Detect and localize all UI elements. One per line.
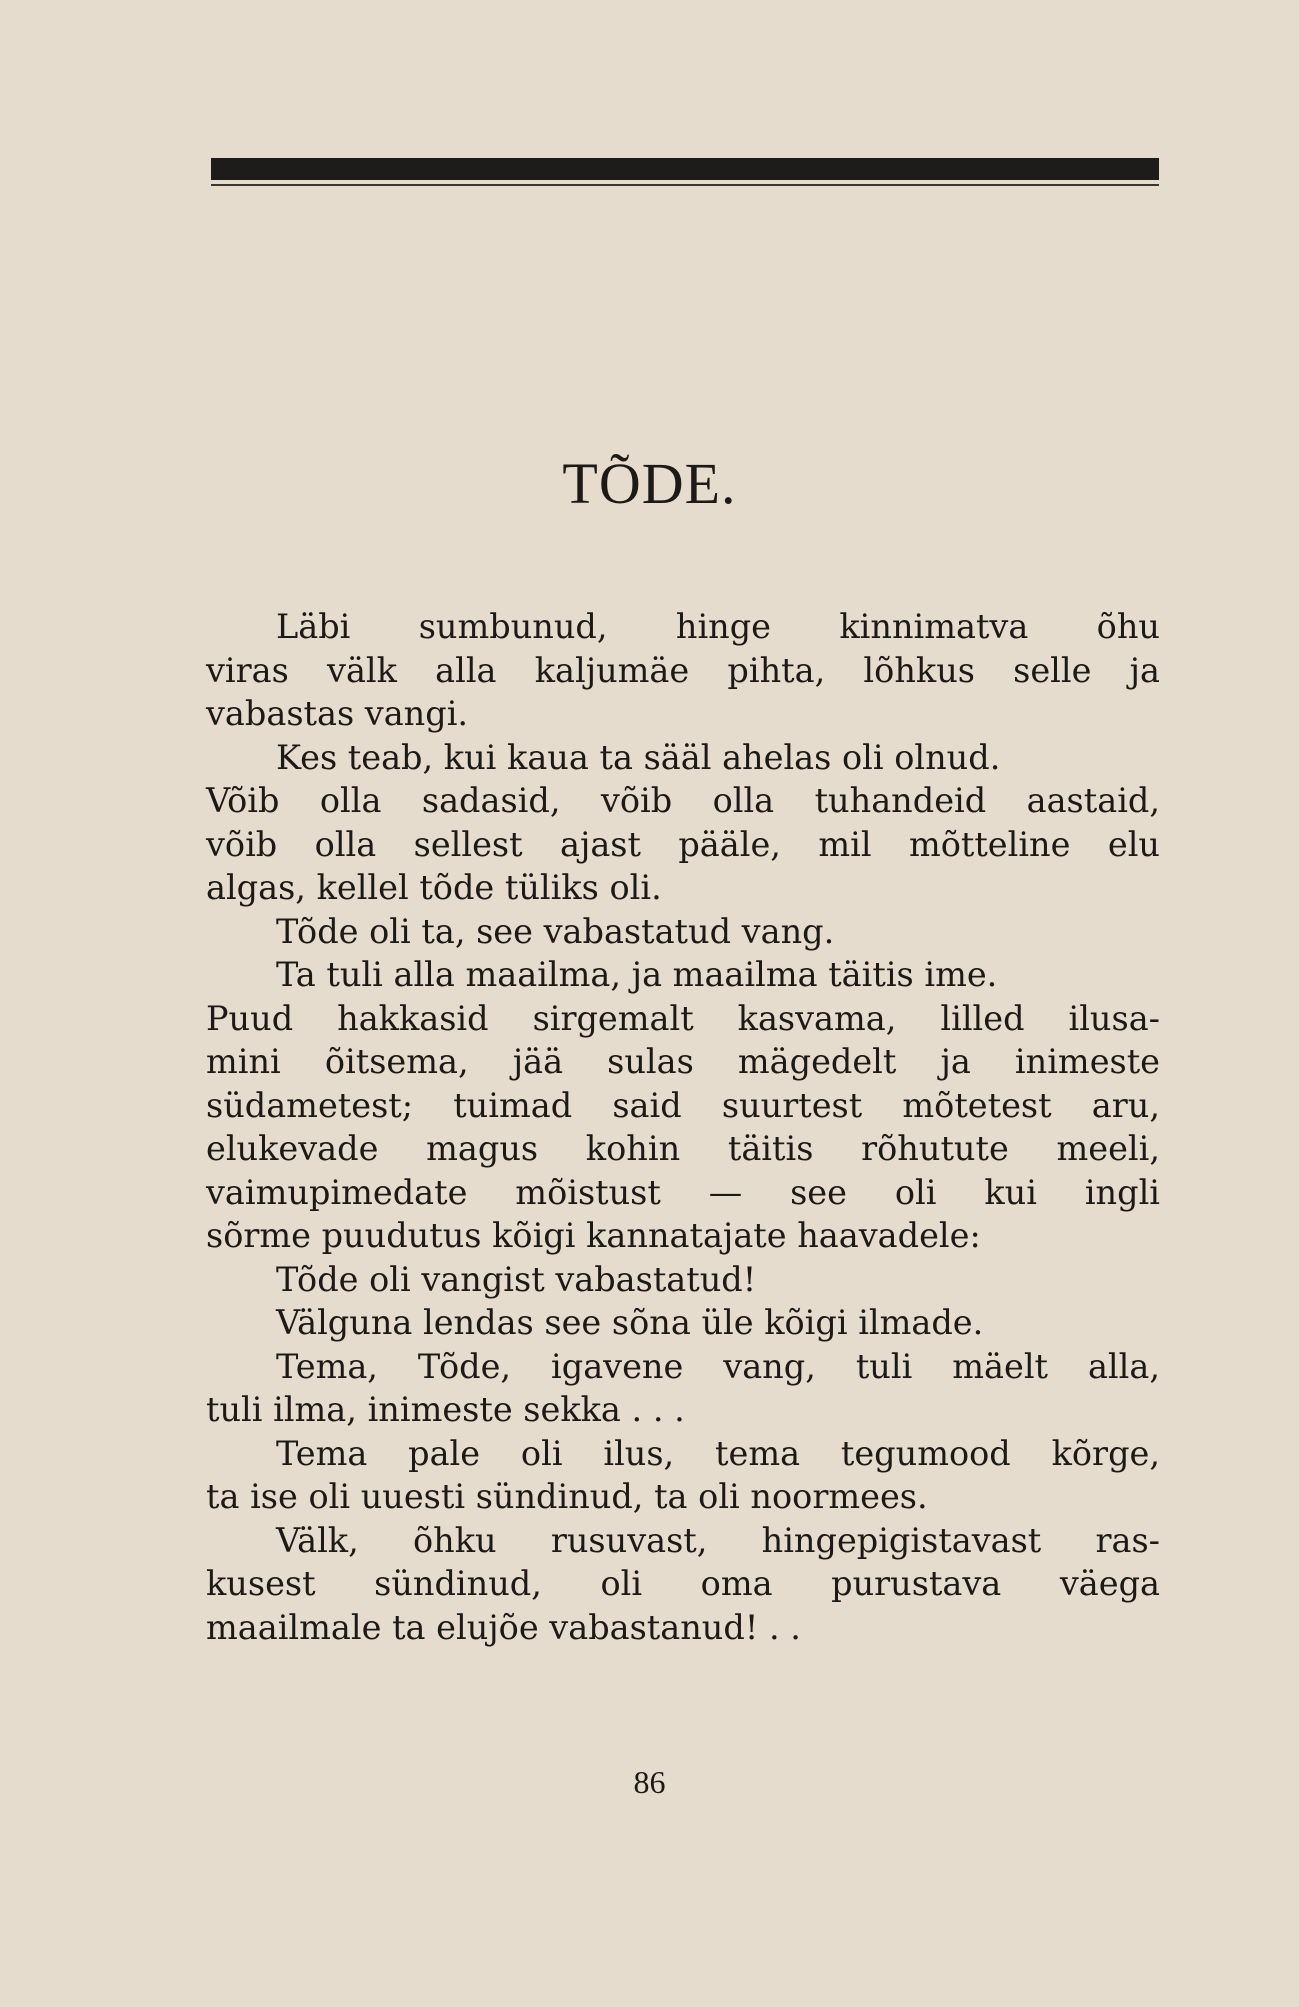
chapter-title: TÕDE. bbox=[562, 451, 737, 516]
text-line: maailmale ta elujõe vabastanud! . . bbox=[206, 1607, 801, 1647]
text-line: algas, kellel tõde tüliks oli. bbox=[206, 868, 662, 907]
text-line: Võib olla sadasid, võib olla tuhandeid aastaid, bbox=[206, 781, 1160, 820]
page-number: 86 bbox=[633, 1764, 666, 1800]
text-line: Puud hakkasid sirgemalt kasvama, lilled ilusa- bbox=[206, 998, 1160, 1038]
text-line: Tema pale oli ilus, tema tegumood kõrge, bbox=[276, 1433, 1160, 1473]
text-line: ta ise oli uuesti sündinud, ta oli noormees. bbox=[206, 1477, 928, 1516]
text-line: sõrme puudutus kõigi kannatajate haavadele: bbox=[206, 1216, 981, 1255]
text-line: vabastas vangi. bbox=[206, 694, 469, 733]
text-line: Ta tuli alla maailma, ja maailma täitis ime. bbox=[276, 955, 998, 994]
header-rule-thick bbox=[211, 158, 1159, 180]
text-line: Tõde oli vangist vabastatud! bbox=[276, 1259, 757, 1299]
text-line: võib olla sellest ajast pääle, mil mõtteline elu bbox=[206, 824, 1160, 864]
text-line: Välk, õhku rusuvast, hingepigistavast ras- bbox=[276, 1520, 1160, 1560]
text-line: südametest; tuimad said suurtest mõtetest aru, bbox=[206, 1085, 1160, 1125]
text-line: elukevade magus kohin täitis rõhutute meeli, bbox=[206, 1129, 1160, 1168]
body-text bbox=[206, 605, 1160, 1649]
text-line: Tema, Tõde, igavene vang, tuli mäelt alla, bbox=[276, 1346, 1160, 1386]
text-line: kusest sündinud, oli oma purustava väega bbox=[206, 1564, 1160, 1603]
text-line: vaimupimedate mõistust — see oli kui ingli bbox=[206, 1172, 1160, 1212]
text-line: Tõde oli ta, see vabastatud vang. bbox=[276, 911, 835, 951]
header-rule-thin bbox=[211, 184, 1159, 186]
text-line: viras välk alla kaljumäe pihta, lõhkus selle ja bbox=[206, 650, 1160, 690]
text-line: tuli ilma, inimeste sekka . . . bbox=[206, 1390, 685, 1429]
text-line: Läbi sumbunud, hinge kinnimatva õhu bbox=[276, 607, 1160, 646]
text-line: Kes teab, kui kaua ta sääl ahelas oli olnud. bbox=[276, 737, 1001, 777]
text-line: mini õitsema, jää sulas mägedelt ja inimeste bbox=[206, 1042, 1160, 1081]
text-line: Välguna lendas see sõna üle kõigi ilmade. bbox=[276, 1303, 984, 1342]
